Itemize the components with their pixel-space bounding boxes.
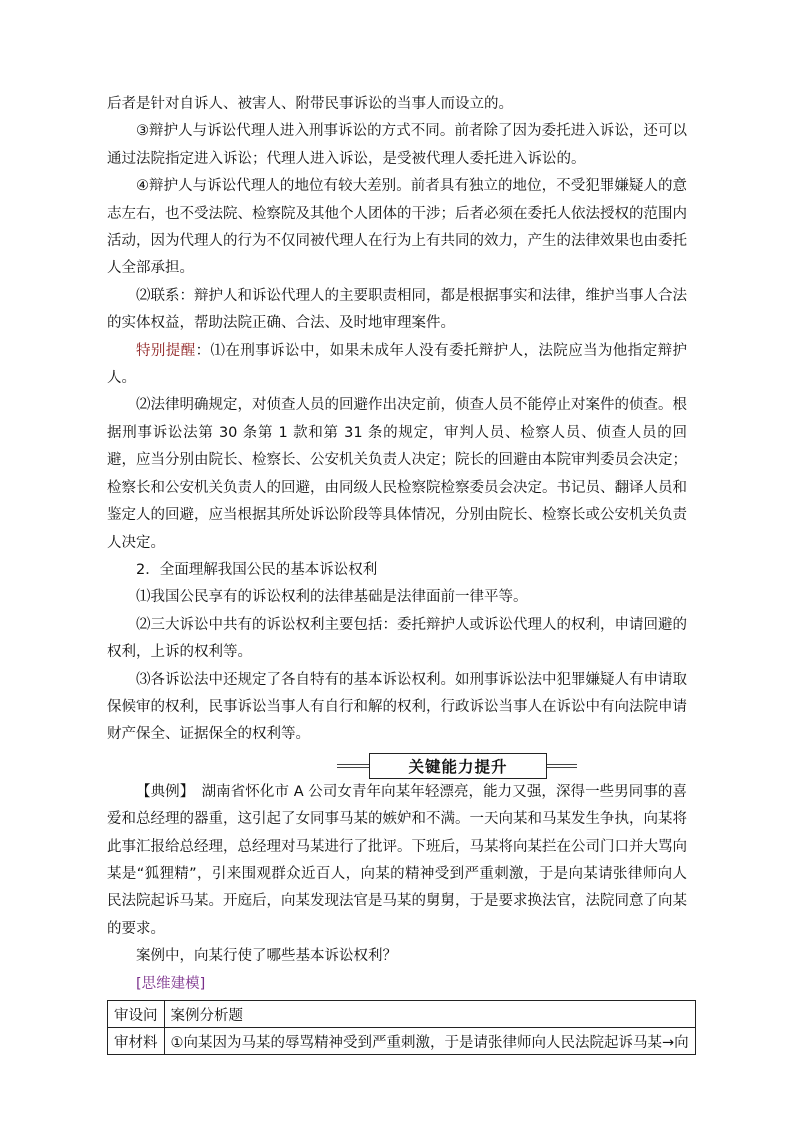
thinking-label: [思维建模]: [136, 975, 206, 992]
table-cell-key: 审设问: [108, 1001, 165, 1028]
paragraph-mid-4: ⑶各诉讼法中还规定了各自特有的基本诉讼权利。如刑事诉讼法中犯罪嫌疑人有申请取保候审的权利，民事诉讼当事人有自行和解的权利，行政诉讼当事人在诉讼中有向法院申请财产保全、证据保全的权利等。: [107, 671, 687, 743]
table-row: [108, 1028, 696, 1055]
example-paragraph: [107, 779, 687, 943]
section-banner: [107, 751, 687, 779]
paragraph-mid-3: ⑵三大诉讼中共有的诉讼权利主要包括：委托辩护人或诉讼代理人的权利，申请回避的权利，上诉的权利等。: [107, 616, 687, 661]
paragraph-top-1: 后者是针对自诉人、被害人、附带民事诉讼的当事人而设立的。: [107, 96, 513, 112]
section-heading-2: 2．全面理解我国公民的基本诉讼权利: [136, 561, 378, 578]
special-reminder-label: 特别提醒: [136, 342, 196, 359]
example-text: 湖南省怀化市 A 公司女青年向某年轻漂亮，能力又强，深得一些男同事的喜爱和总经理的器重，这引起了女同事马某的嫉妒和不满。一天向某和马某发生争执，向某将此事汇报给总经理，总经理对马某进行了批评。下班后，马某将向某拦在公司门口并大骂向某是“狐狸精”，引来围观群众近百人，向某的精神受到严重刺激，于是向某请张律师向人民法院起诉马某。开庭后，向某发现法官是马某的舅舅，于是要求换法官，法院同意了向某的要求。: [107, 783, 688, 937]
example-label: 【典例】: [136, 783, 188, 800]
paragraph-top-3: ④辩护人与诉讼代理人的地位有较大差别。前者具有独立的地位，不受犯罪嫌疑人的意志左右，也不受法院、检察院及其他个人团体的干涉；后者必须在委托人依法授权的范围内活动，因为代理人的行为不仅同被代理人在行为上有共同的效力，产生的法律效果也由委托人全部承担。: [107, 178, 687, 277]
paragraph-mid-2: ⑴我国公民享有的诉讼权利的法律基础是法律面前一律平等。: [136, 589, 528, 606]
table-row: [108, 1001, 696, 1028]
table-cell-key: 审材料: [108, 1028, 165, 1055]
question-text: 案例中，向某行使了哪些基本诉讼权利？: [136, 948, 397, 965]
paragraph-top-2: ③辩护人与诉讼代理人进入刑事诉讼的方式不同。前者除了因为委托进入诉讼，还可以通过法院指定进入诉讼；代理人进入诉讼，是受被代理人委托进入诉讼的。: [107, 123, 687, 167]
special-reminder: [107, 338, 687, 393]
table-cell-value: 案例分析题: [164, 1001, 695, 1028]
banner-title: 关键能力提升: [369, 753, 547, 779]
page-content: [107, 91, 687, 1055]
paragraph-mid-1: ⑵法律明确规定，对侦查人员的回避作出决定前，侦查人员不能停止对案件的侦查。根据刑事诉讼法第 30 条第 1 款和第 31 条的规定，审判人员、检察人员、侦查人员的回避，应当分别由院长、检察长、公安机关负责人决定；院长的回避由本院审判委员会决定；检察长和公安机关负责人的回避，由同级人民检察院检察委员会决定。书记员、翻译人员和鉴定人的回避，应当根据其所处诉讼阶段等具体情况，分别由院长、检察长或公安机关负责人决定。: [107, 397, 687, 551]
paragraph-top-4: ⑵联系：辩护人和诉讼代理人的主要职责相同，都是根据事实和法律，维护当事人合法的实体权益，帮助法院正确、合法、及时地审理案件。: [107, 287, 687, 332]
analysis-table: [107, 1000, 696, 1055]
special-reminder-text: ：⑴在刑事诉讼中，如果未成年人没有委托辩护人，法院应当为他指定辩护人。: [107, 342, 688, 387]
table-cell-value: ①向某因为马某的辱骂精神受到严重刺激，于是请张律师向人民法院起诉马某→向: [164, 1028, 695, 1055]
